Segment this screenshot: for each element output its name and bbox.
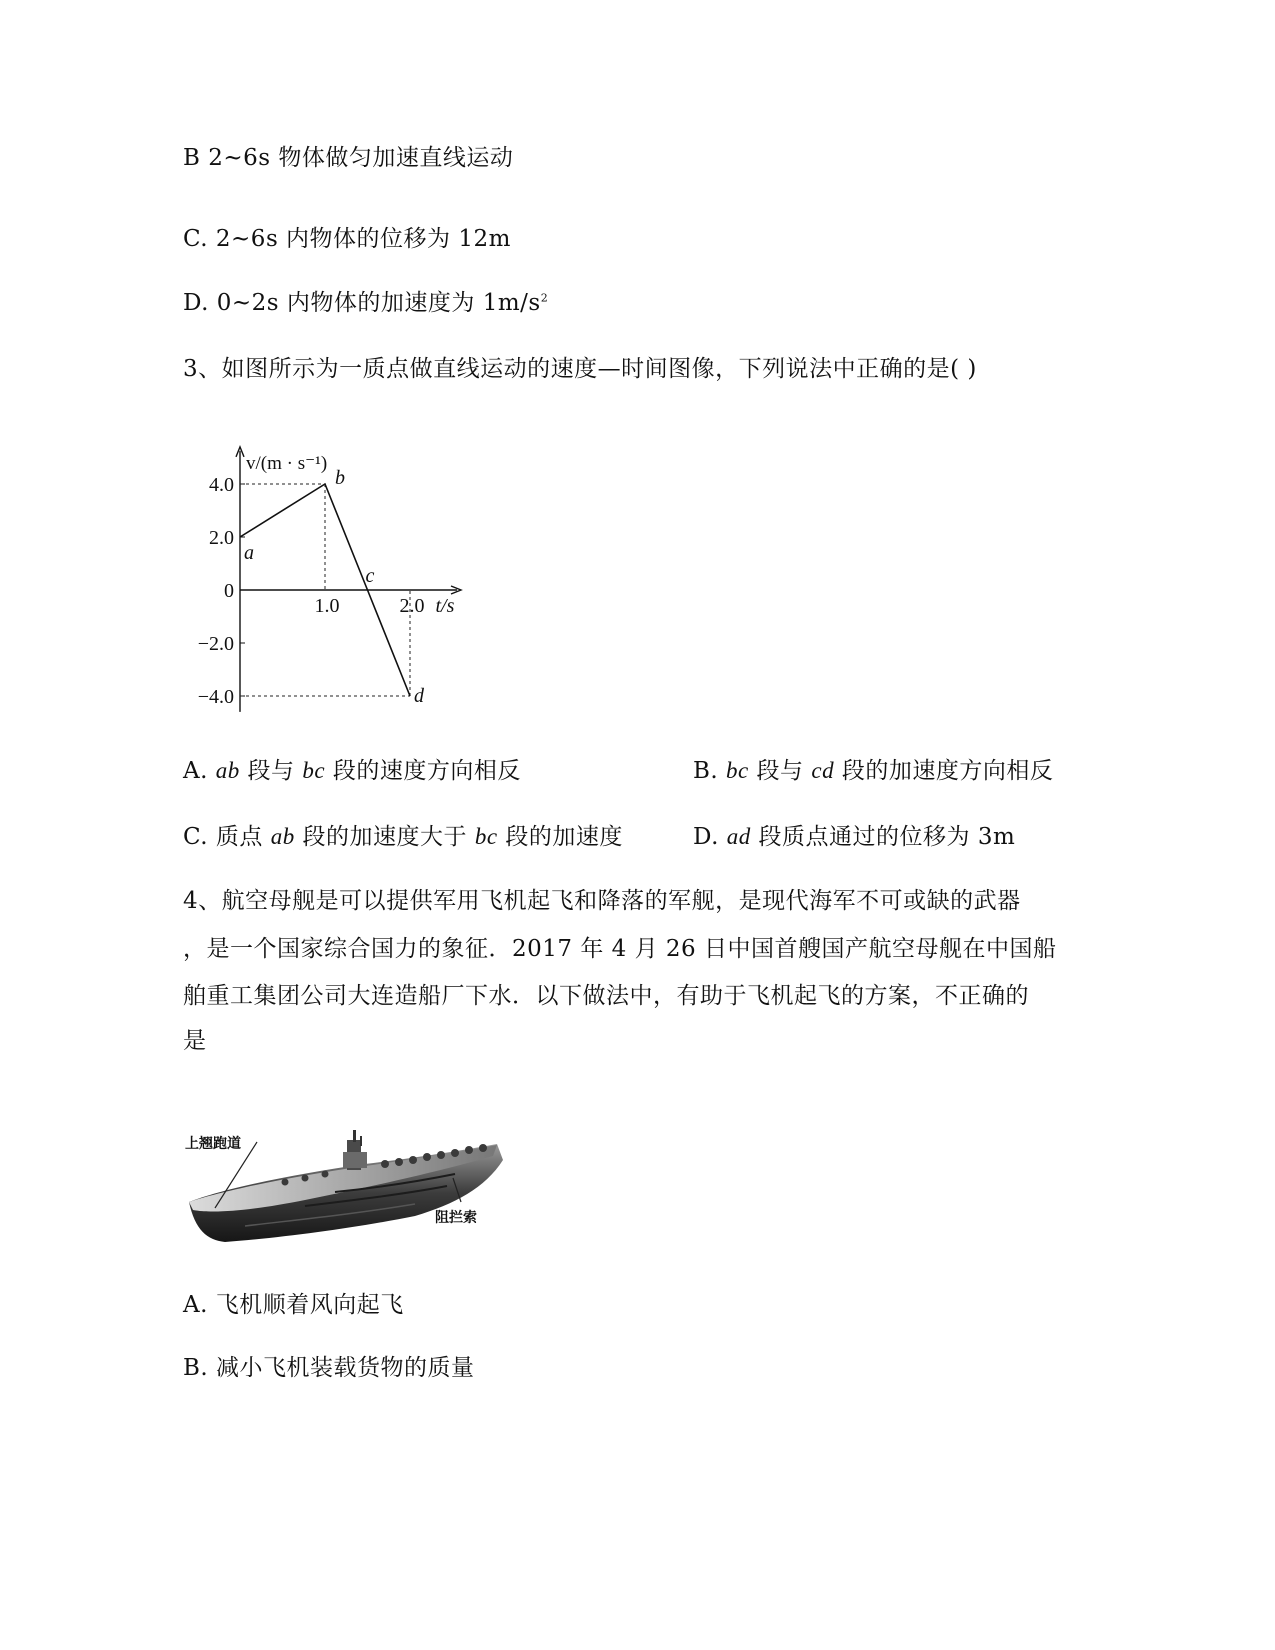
q3-option-c-text2: 段的加速度 bbox=[497, 824, 623, 850]
x-axis-label: t/s bbox=[435, 595, 455, 617]
x-tick-label: 1.0 bbox=[314, 595, 340, 617]
q4-stem-line-2: ，是一个国家综合国力的象征．2017 年 4 月 26 日中国首艘国产航空母舰在中国船 bbox=[183, 936, 1057, 962]
x-tick-label: 2.0 bbox=[399, 595, 425, 617]
q3-option-a-seg1: ab bbox=[215, 758, 240, 783]
y-tick-label: −4.0 bbox=[197, 686, 234, 708]
q4-stem-line-1: 4、航空母舰是可以提供军用飞机起飞和降落的军舰，是现代海军不可或缺的武器 bbox=[183, 888, 1021, 914]
y-tick-label: −2.0 bbox=[197, 633, 234, 655]
q3-option-d-label: D. bbox=[693, 824, 727, 850]
q3-option-a bbox=[183, 756, 521, 786]
y-tick-label: 2.0 bbox=[209, 527, 234, 549]
q2-option-c: C. 2~6s 内物体的位移为 12m bbox=[183, 226, 511, 252]
label-arresting-cable: 阻拦索 bbox=[435, 1210, 477, 1226]
q3-option-d-text1: 段质点通过的位移为 3m bbox=[750, 824, 1016, 850]
velocity-time-graph bbox=[190, 445, 490, 725]
q3-option-b-label: B. bbox=[693, 758, 727, 784]
q3-option-d-seg1: ad bbox=[726, 824, 751, 849]
q4-stem-line-4: 是 bbox=[183, 1028, 207, 1054]
q3-option-b bbox=[693, 756, 1053, 786]
q3-option-b-text1: 段与 bbox=[748, 758, 812, 784]
q3-option-b-seg1: bc bbox=[726, 758, 749, 783]
q2-option-d-sup: 2 bbox=[540, 291, 549, 305]
q3-option-c-label: C. 质点 bbox=[183, 824, 271, 850]
q3-option-c bbox=[183, 822, 623, 852]
point-label-b: b bbox=[335, 467, 345, 489]
q3-option-c-text1: 段的加速度大于 bbox=[294, 824, 475, 850]
q3-option-a-text1: 段与 bbox=[239, 758, 303, 784]
y-axis-label: v/(m · s⁻¹) bbox=[246, 452, 328, 474]
q2-option-d-text: D. 0~2s 内物体的加速度为 1m/s bbox=[183, 290, 541, 316]
point-label-a: a bbox=[244, 542, 254, 564]
point-label-c: c bbox=[365, 565, 375, 587]
q4-stem-line-3: 舶重工集团公司大连造船厂下水．以下做法中，有助于飞机起飞的方案，不正确的 bbox=[183, 983, 1029, 1009]
q3-option-a-label: A. bbox=[183, 758, 216, 784]
carrier-island-superstructure bbox=[343, 1130, 367, 1170]
q3-option-b-seg2: cd bbox=[811, 758, 835, 783]
q3-option-a-text2: 段的速度方向相反 bbox=[325, 758, 521, 784]
label-ski-jump-ramp: 上翘跑道 bbox=[185, 1136, 241, 1152]
q3-option-c-seg1: ab bbox=[270, 824, 295, 849]
point-label-d: d bbox=[414, 685, 424, 707]
q2-option-b: B 2~6s 物体做匀加速直线运动 bbox=[183, 145, 514, 171]
aircraft-carrier-image bbox=[185, 1130, 515, 1260]
q3-option-a-seg2: bc bbox=[302, 758, 326, 783]
q2-option-d bbox=[183, 288, 548, 318]
q4-option-b: B. 减小飞机装载货物的质量 bbox=[183, 1355, 475, 1381]
graph-labels bbox=[198, 453, 455, 708]
q3-option-c-seg2: bc bbox=[474, 824, 498, 849]
q3-option-d bbox=[693, 822, 1015, 852]
q4-option-a: A. 飞机顺着风向起飞 bbox=[183, 1292, 404, 1318]
graph-axes bbox=[236, 447, 461, 712]
q3-option-b-text2: 段的加速度方向相反 bbox=[834, 758, 1054, 784]
y-tick-label: 4.0 bbox=[209, 474, 234, 496]
q3-stem: 3、如图所示为一质点做直线运动的速度—时间图像，下列说法中正确的是( ) bbox=[183, 356, 977, 382]
y-tick-label: 0 bbox=[224, 580, 234, 602]
